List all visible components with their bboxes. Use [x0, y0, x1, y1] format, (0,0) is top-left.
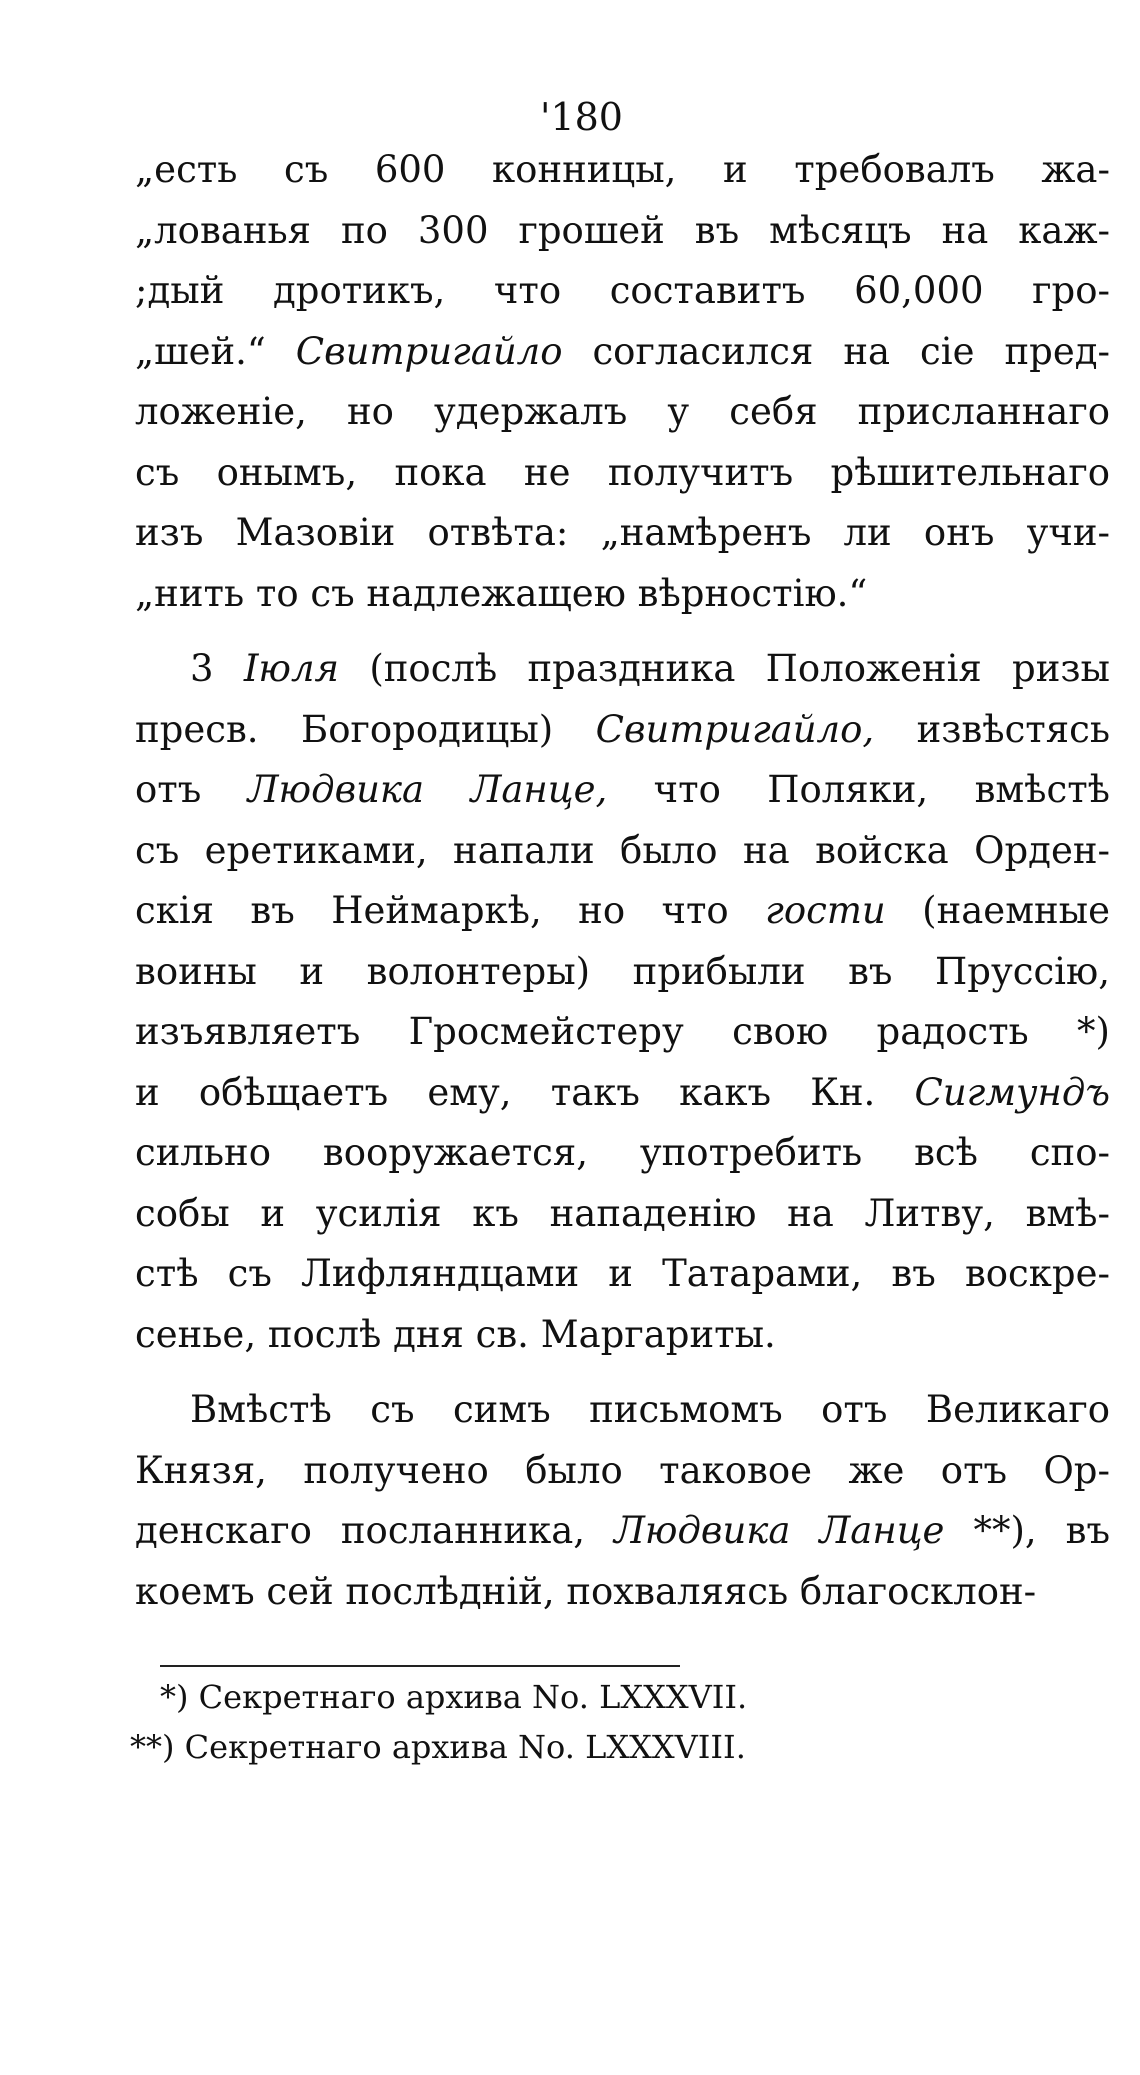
text-run: „шей.“ — [135, 329, 296, 373]
paragraph — [135, 140, 1110, 624]
text-run: сенье, послѣ дня св. Маргариты. — [135, 1312, 776, 1356]
text-line — [135, 1184, 1110, 1245]
italic-text-run: Іюля — [243, 647, 340, 690]
text-run: и обѣщаетъ ему, такъ какъ Кн. — [135, 1070, 915, 1114]
text-run: изъ Мазовіи отвѣта: „намѣренъ ли онъ учи- — [135, 511, 1110, 554]
text-run: воины и волонтеры) прибыли въ Пруссію, — [135, 949, 1110, 993]
text-run: „нить то съ надлежащею вѣрностію.“ — [135, 571, 868, 615]
text-run: съ еретиками, напали было на войска Орден- — [135, 828, 1110, 872]
text-line — [135, 760, 1110, 821]
text-line — [135, 1002, 1110, 1063]
text-run: пресв. Богородицы) — [135, 707, 596, 751]
footnote: *) Секретнаго архива No. LXXXVII. — [160, 1678, 748, 1716]
text-line — [135, 821, 1110, 882]
text-line — [135, 382, 1110, 443]
italic-text-run: Свитригайло — [295, 329, 563, 373]
text-run: скія въ Неймаркѣ, но что — [135, 889, 766, 932]
body-text — [135, 140, 1110, 1622]
text-line — [135, 1244, 1110, 1305]
paragraph-gap — [135, 1365, 1110, 1380]
text-run: (послѣ праздника Положенія ризы — [339, 647, 1110, 690]
text-run: стѣ съ Лифляндцами и Татарами, въ воскре- — [135, 1252, 1110, 1295]
italic-text-run: Людвика Ланце, — [247, 768, 608, 811]
text-line — [135, 700, 1110, 761]
paragraph-gap — [135, 624, 1110, 639]
paragraph — [135, 639, 1110, 1365]
text-run: денскаго посланника, — [135, 1509, 615, 1552]
text-run: Князя, получено было таковое же отъ Ор- — [135, 1448, 1110, 1492]
text-line — [135, 1123, 1110, 1184]
italic-text-run: Свитригайло, — [595, 707, 875, 751]
italic-text-run: Людвика Ланце — [614, 1509, 945, 1552]
text-run: изъявляетъ Гросмейстеру свою радость *) — [135, 1010, 1110, 1053]
footnotes — [130, 1672, 1030, 1772]
text-run: (наемные — [885, 889, 1110, 932]
footnote-rule — [160, 1665, 680, 1667]
text-run: ложеніе, но удержалъ у себя присланнаго — [135, 390, 1110, 433]
text-line — [135, 1380, 1110, 1441]
text-line — [135, 503, 1110, 564]
text-line — [135, 261, 1110, 322]
text-line — [135, 1501, 1110, 1562]
text-run: что Поляки, вмѣстѣ — [607, 768, 1110, 811]
text-run: отъ — [135, 768, 248, 811]
text-run: извѣстясь — [874, 707, 1110, 751]
text-run: ;дый дротикъ, что составитъ 60,000 гро- — [135, 269, 1110, 312]
italic-text-run: Сигмундъ — [914, 1070, 1110, 1114]
text-line — [135, 564, 1110, 625]
text-run: сильно вооружается, употребить всѣ спо- — [135, 1131, 1110, 1174]
text-line — [135, 881, 1110, 942]
text-run: Вмѣстѣ съ симъ письмомъ отъ Великаго — [190, 1388, 1110, 1431]
text-line — [135, 1305, 1110, 1366]
footnote: **) Секретнаго архива No. LXXXVIII. — [130, 1728, 746, 1766]
text-run: собы и усилія къ нападенію на Литву, вмѣ- — [135, 1191, 1110, 1235]
text-line — [135, 942, 1110, 1003]
text-line — [135, 443, 1110, 504]
text-run: согласился на сіе пред- — [562, 329, 1110, 373]
text-run: 3 — [190, 647, 244, 690]
text-run: съ онымъ, пока не получитъ рѣшительнаго — [135, 450, 1110, 494]
text-run: „есть съ 600 конницы, и требовалъ жа- — [135, 148, 1110, 191]
text-line — [135, 639, 1110, 700]
text-line — [135, 140, 1110, 201]
italic-text-run: гости — [765, 889, 886, 932]
text-run: **), въ — [944, 1509, 1111, 1552]
text-line — [135, 1441, 1110, 1502]
page-number: '180 — [540, 95, 623, 139]
text-line — [135, 1063, 1110, 1124]
text-line — [135, 322, 1110, 383]
text-line — [135, 201, 1110, 262]
text-run: „лованья по 300 грошей въ мѣсяцъ на каж- — [135, 208, 1110, 252]
paragraph — [135, 1380, 1110, 1622]
text-run: коемъ сей послѣдній, похваляясь благосклон- — [135, 1569, 1037, 1613]
text-line — [135, 1562, 1110, 1623]
